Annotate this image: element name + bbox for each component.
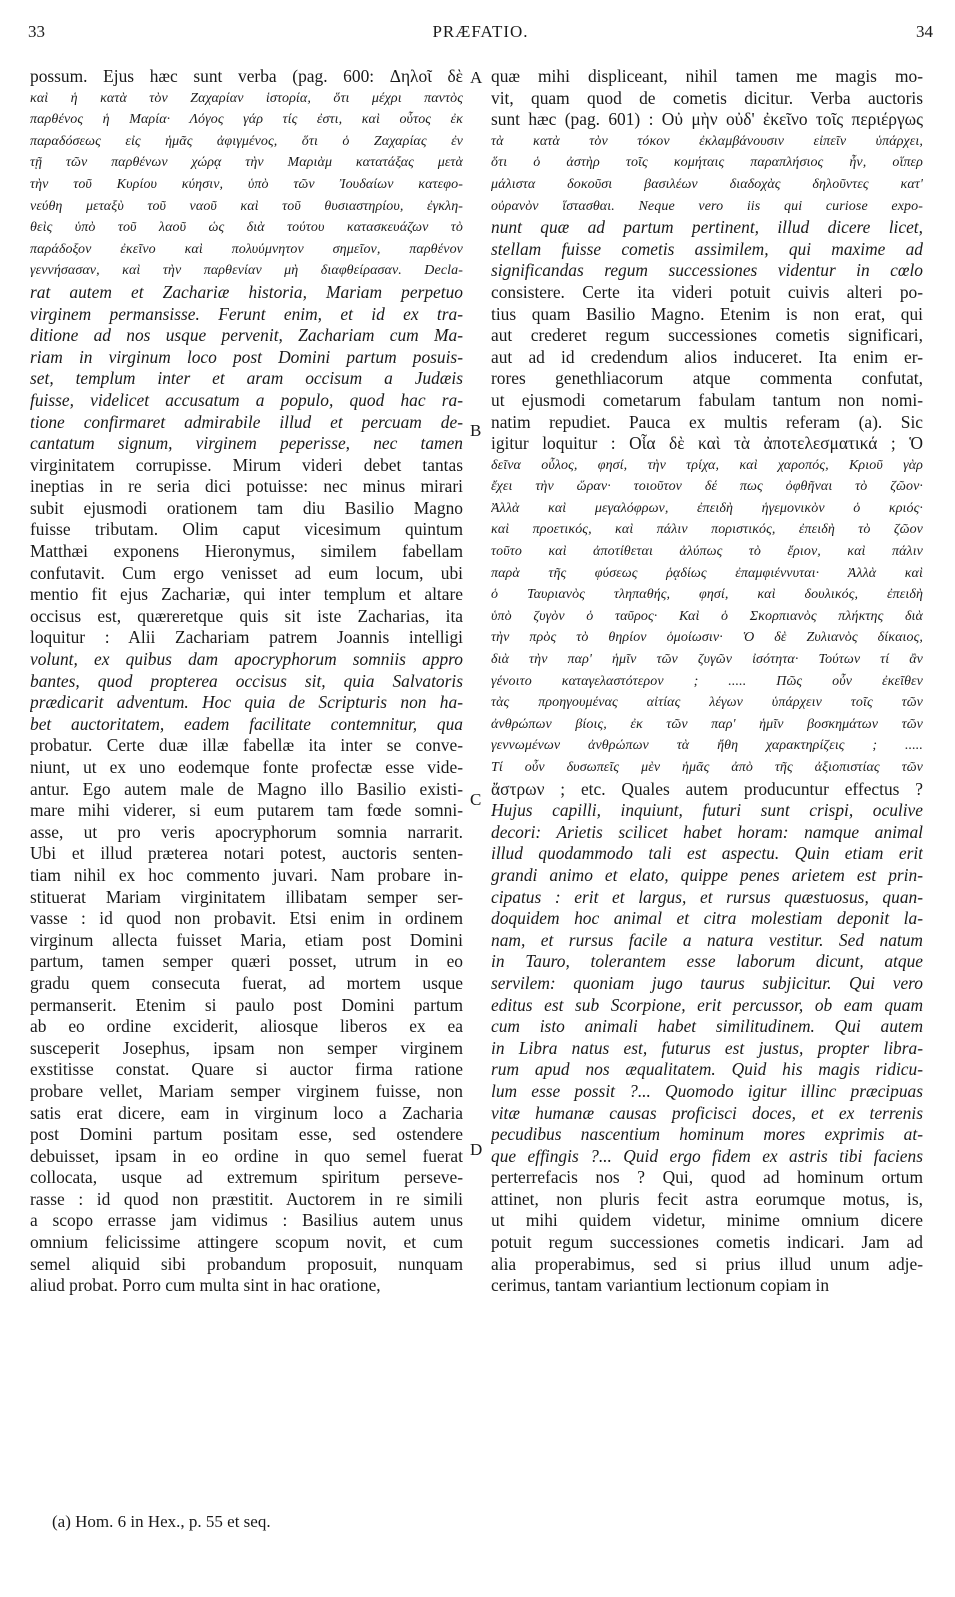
margin-marker-a: A <box>470 68 483 87</box>
text-line: Hujus capilli, inquiunt, futuri sunt crispi, oculive <box>491 800 923 821</box>
text-line: τῇ τῶν παρθένων χώρᾳ τὴν Μαριὰμ κατατάξας μετὰ <box>30 155 463 171</box>
text-line: collocata, usque ad extremum spiritum perseve- <box>30 1167 463 1188</box>
text-line: cipatus : erit et largus, et rursus quæstuosus, quan- <box>491 886 923 907</box>
text-line: susceperit Josephus, ipsam non semper virginem <box>30 1037 463 1058</box>
text-line: vitæ humanæ causas proficisci doces, et ex terrenis <box>491 1102 923 1123</box>
text-line: post Domini partum positam esse, sed ostendere <box>30 1124 463 1145</box>
text-line: riam in virginum loco post Domini partum posuis- <box>30 346 463 367</box>
text-line: sunt hæc (pag. 601) : Οὐ μὴν οὐδ' ἐκεῖνο τοῖς περιέργως <box>491 109 923 130</box>
text-line: potuit regum successiones cometis indicari. Jam ad <box>491 1232 923 1253</box>
text-line: possum. Ejus hæc sunt verba (pag. 600: Δηλοῖ δὲ <box>30 66 463 86</box>
text-line: probare vellet, Mariam semper virginem fuisse, non <box>30 1080 463 1101</box>
text-line: in Libra natus est, futurus est justus, propter libra- <box>491 1037 923 1058</box>
text-line: servilem: quoniam jugo taurus subjicitur. Qui vero <box>491 972 923 993</box>
text-line: παρὰ τῆς φύσεως ῥᾳδίως ἐπαμφιέννυται· Ἀλλὰ καὶ <box>491 565 923 581</box>
text-line: virginum allecta fuisset Maria, etiam post Domini <box>30 929 463 950</box>
text-line: ineptias in re seria dici potuisse: nec minus mirari <box>30 476 463 497</box>
text-line: Ἀλλὰ καὶ μεγαλόφρων, ἐπειδὴ ἡγεμονικὸν ὁ κριός· <box>491 500 923 516</box>
text-line: ὅτι ὁ ἀστὴρ τοῖς κομήταις παραπλήσιος ἦν, οἵπερ <box>491 155 923 171</box>
text-line: μάλιστα δοκοῦσι βασιλέων διαδοχὰς δηλοῦντες κατ' <box>491 176 923 192</box>
text-line: lum esse possit ?... Quomodo igitur illinc præcipuas <box>491 1080 923 1101</box>
text-line: παρθένος ἡ Μαρία· Λόγος γάρ τίς ἐστι, καὶ οὗτος ἐκ <box>30 112 463 128</box>
text-line: fuisse, videlicet accusatum a populo, quod hac ra- <box>30 389 463 410</box>
text-line: confutavit. Cum ergo venisset ad eum locum, ubi <box>30 562 463 583</box>
text-line: permanserit. Etenim si paulo post Domini partum <box>30 994 463 1015</box>
text-line: ut ejusmodi cometarum fabulam tantum non nomi- <box>491 389 923 410</box>
text-line: aut ad id credendum alios induceret. Ita enim er- <box>491 346 923 367</box>
text-line: γεννήσασαν, καὶ τὴν παρθενίαν μὴ διαφθείρασαν. Decla- <box>30 263 463 279</box>
text-line: tione confirmaret admirabile illud et percuam de- <box>30 411 463 432</box>
text-line: τὰς προηγουμένας αἰτίας λέγων ὑπάρχειν τοῖς τῶν <box>491 695 923 711</box>
text-line: consistere. Certe ita videri potuit cuivis alteri po- <box>491 281 923 302</box>
text-line: rat autem et Zachariæ historia, Mariam perpetuo <box>30 281 463 302</box>
text-line: in Tauro, tolerantem esse laborum dicunt, atque <box>491 951 923 972</box>
text-line: τὰ κατὰ τὸν τόκον ἐκλαμβάνουσιν εἰπεῖν ὑπάρχει, <box>491 133 923 149</box>
text-line: aliud probat. Porro cum multa sint in hac oratione, <box>30 1275 381 1296</box>
text-line: παραδόσεως εἰς ἡμᾶς ἀφιγμένος, ὅτι ὁ Ζαχαρίας ἐν <box>30 133 463 149</box>
text-line: quæ mihi displiceant, nihil tamen me magis mo- <box>491 66 923 86</box>
right-text-column <box>491 66 923 1297</box>
text-line: rores genethliacorum atque commenta confutat, <box>491 368 923 389</box>
margin-marker-c: C <box>470 790 482 809</box>
text-line: mare mihi viderer, si eum putarem tam fœde somni- <box>30 800 463 821</box>
text-line: vasse : id quod non probavit. Etsi enim in ordinem <box>30 908 463 929</box>
text-line: Matthæi exponens Hieronymus, similem fabellam <box>30 541 463 562</box>
text-line: Ubi et illud præterea notari potest, auctoris senten- <box>30 843 463 864</box>
margin-marker-b: B <box>470 421 482 440</box>
text-line: καὶ ἡ κατὰ τὸν Ζαχαρίαν ἱστορία, ὅτι μέχρι παντὸς <box>30 90 463 106</box>
text-line: gradu quem consecuta fuerat, ad mortem usque <box>30 972 463 993</box>
text-line: asse, ut pro veris apocryphorum somnia narrarit. <box>30 821 463 842</box>
running-title: PRÆFATIO. <box>432 22 529 41</box>
text-line: satis erat dicere, eam in virginum loco a Zacharia <box>30 1102 463 1123</box>
text-line: cerimus, tantam variantium lectionum copiam in <box>491 1275 830 1296</box>
text-line: stituerat Mariam virginitatem illibatam semper ser- <box>30 886 463 907</box>
left-text-column <box>30 66 463 1297</box>
text-line: nunt quæ ad partum pertinent, illud dicere licet, <box>491 217 923 238</box>
text-line: probatur. Certe duæ illæ fabellæ ita inter se conve- <box>30 735 463 756</box>
text-line: natim repudiet. Pauca ex multis referam (a). Sic <box>491 411 923 432</box>
text-line: fuisse tributam. Olim caput vicesimum quintum <box>30 519 463 540</box>
text-line: attinet, non pluris fecit astra eorumque motus, is, <box>491 1188 923 1209</box>
text-line: bet auctoritatem, eadem facilitate contemnitur, qua <box>30 713 463 734</box>
text-line: significandas regum successiones videntur in cœlo <box>491 260 923 281</box>
text-line: ἀνθρώπων βίοις, ἐκ τῶν παρ' ἡμῖν βοσκημάτων τῶν <box>491 716 923 732</box>
text-line: virginitatem corrupisse. Mirum videri debet tantas <box>30 454 463 475</box>
text-line: ab eo ordine exciderit, aliosque liberos ex ea <box>30 1016 463 1037</box>
text-line: bantes, quod propterea occisus sit, quia Salvatoris <box>30 670 463 691</box>
text-line: ditione ad nos usque pervenit, Zachariam cum Ma- <box>30 325 463 346</box>
text-line: θεὶς ὑπὸ τοῦ λαοῦ ὡς διὰ τούτου κατασκευάζων τὸ <box>30 220 463 236</box>
text-line: partum, tamen semper quæri posset, utrum in eo <box>30 951 463 972</box>
text-line: Τί οὖν δυσωπεῖς μὲν ἡμᾶς ἀπὸ τῆς ἀξιοπιστίας τῶν <box>491 760 923 775</box>
text-line: τὴν τοῦ Κυρίου κύησιν, ὑπὸ τῶν Ἰουδαίων κατεφο- <box>30 176 463 192</box>
text-line: omnium felicissime attingere scopum novit, et cum <box>30 1232 463 1253</box>
text-line: ἔχει τὴν ὥραν· τοιοῦτον δέ πως ὀφθῆναι τὸ ζῶον· <box>491 479 923 495</box>
text-line: illud quodammodo tali est aspectu. Quin etiam erit <box>491 843 923 864</box>
margin-marker-d: D <box>470 1140 483 1159</box>
text-line: antur. Ego autem male de Magno illo Basilio existi- <box>30 778 463 799</box>
text-line: cum isto animali habet similitudinem. Qui autem <box>491 1016 923 1037</box>
text-line: alia properabimus, sed si prius illud unum adje- <box>491 1253 923 1274</box>
text-line: ἄστρων ; etc. Quales autem producuntur effectus ? <box>491 778 923 799</box>
text-line: γένοιτο καταγελαστότερον ; ..... Πῶς οὖν ἐκεῖθεν <box>491 673 923 689</box>
text-line: διὰ τὴν παρ' ἡμῖν τῶν ζυγῶν ἰσότητα· Τούτων τί ἂν <box>491 652 923 668</box>
text-line: οὐρανὸν ἵστασθαι. Neque vero iis qui curiose expo- <box>491 198 923 214</box>
text-line: loquitur : Alii Zachariam patrem Joannis intelligi <box>30 627 463 648</box>
text-line: vit, quam quod de cometis dicitur. Verba auctoris <box>491 87 923 108</box>
text-line: subit ejusmodi orationem tam diu Basilio Magno <box>30 497 463 518</box>
text-line: νεύθη μεταξὺ τοῦ ναοῦ καὶ τοῦ θυσιαστηρίου, ἐγκλη- <box>30 198 463 214</box>
text-line: exstitisse constat. Quare si auctor firma ratione <box>30 1059 463 1080</box>
text-line: set, templum inter et aram occisum a Judæis <box>30 368 463 389</box>
text-line: perterrefacis nos ? Qui, quod ad hominum ortum <box>491 1167 923 1188</box>
text-line: nam, et rursus facile a natura vestitur. Sed natum <box>491 929 923 950</box>
text-line: cantatum signum, virginem peperisse, nec tamen <box>30 433 463 454</box>
text-line: παράδοξον ἐκεῖνο καὶ πολυύμνητον σημεῖον, παρθένον <box>30 241 463 257</box>
footnote: (a) Hom. 6 in Hex., p. 55 et seq. <box>52 1512 271 1531</box>
text-line: rum apud nos æqualitatem. Quid his magis ridicu- <box>491 1059 923 1080</box>
text-line: ὑπὸ ζυγὸν ὁ ταῦρος· Καὶ ὁ Σκορπιανὸς πλήκτης διὰ <box>491 608 923 624</box>
text-line: tiam nihil ex hoc commento juvari. Nam probare in- <box>30 864 463 885</box>
text-line: τὴν πρὸς τὸ θηρίον ὁμοίωσιν· Ὁ δὲ Ζυλιανὸς δίκαιος, <box>491 630 923 646</box>
text-line: mentio fit ejus Zachariæ, qui inter templum et altare <box>30 584 463 605</box>
text-line: rasse : id quod non præstitit. Auctorem in re simili <box>30 1188 463 1209</box>
right-page-number: 34 <box>916 22 933 41</box>
text-line: a scopo errasse jam vidimus : Basilius autem unus <box>30 1210 463 1231</box>
text-line: ut mihi quidem videtur, minime omnium dicere <box>491 1210 923 1231</box>
text-line: occisus est, quæreretque quis sit iste Zacharias, ita <box>30 605 463 626</box>
text-line: δεῖνα οὖλος, φησί, τὴν τρίχα, καὶ χαροπός, Κριοῦ γὰρ <box>491 457 923 473</box>
text-line: que effingis ?... Quid ergo fidem ex astris tibi faciens <box>491 1145 923 1166</box>
text-line: volunt, ex quibus dam apocryphorum somniis appro <box>30 649 463 670</box>
text-line: stellam fuisse cometis assimilem, qui maxime ad <box>491 238 923 259</box>
left-page-number: 33 <box>28 22 45 41</box>
text-line: τοῦτο καὶ ἀποτίθεται ἀλύπως τὸ ἔριον, καὶ πάλιν <box>491 544 923 560</box>
text-line: editus est sub Scorpione, erit percussor, ob eam quam <box>491 994 923 1015</box>
text-line: decori: Arietis scilicet habet horam: namque animal <box>491 821 923 842</box>
text-line: ὁ Ταυριανὸς τληπαθής, φησί, καὶ δουλικός, ἐπειδὴ <box>491 587 923 603</box>
text-line: tius quam Basilio Magno. Etenim is non erat, qui <box>491 303 923 324</box>
text-line: aut crederet regum successiones cometis significari, <box>491 325 923 346</box>
text-line: igitur loquitur : Οἷα δὲ καὶ τὰ ἀποτελεσματικά ; Ὁ <box>491 433 923 454</box>
text-line: debuisset, ipsam in eo ordine in quo semel fuerat <box>30 1145 463 1166</box>
text-line: γεννωμένων ἀνθρώπων τὰ ἤθη χαρακτηρίζεις ; ..... <box>491 738 923 754</box>
text-line: grandi animo et elato, quippe penes arietem est prin- <box>491 864 923 885</box>
text-line: virginem permansisse. Ferunt enim, et id ex tra- <box>30 303 463 324</box>
text-line: pecudibus nascentium hominum mores exprimis at- <box>491 1124 923 1145</box>
text-line: καὶ προετικός, καὶ πάλιν ποριστικός, ἐπειδὴ τὸ ζῶον <box>491 522 923 538</box>
page-header <box>28 18 933 48</box>
text-line: niunt, ut ex uno eodemque fonte profectæ esse vide- <box>30 757 463 777</box>
text-line: semel aliquid sibi probandum proposuit, nunquam <box>30 1253 463 1274</box>
text-line: prædicarit adventum. Hoc quia de Scripturis non ha- <box>30 692 463 713</box>
text-line: doquidem hoc animal et citra molestiam deponit la- <box>491 908 923 929</box>
